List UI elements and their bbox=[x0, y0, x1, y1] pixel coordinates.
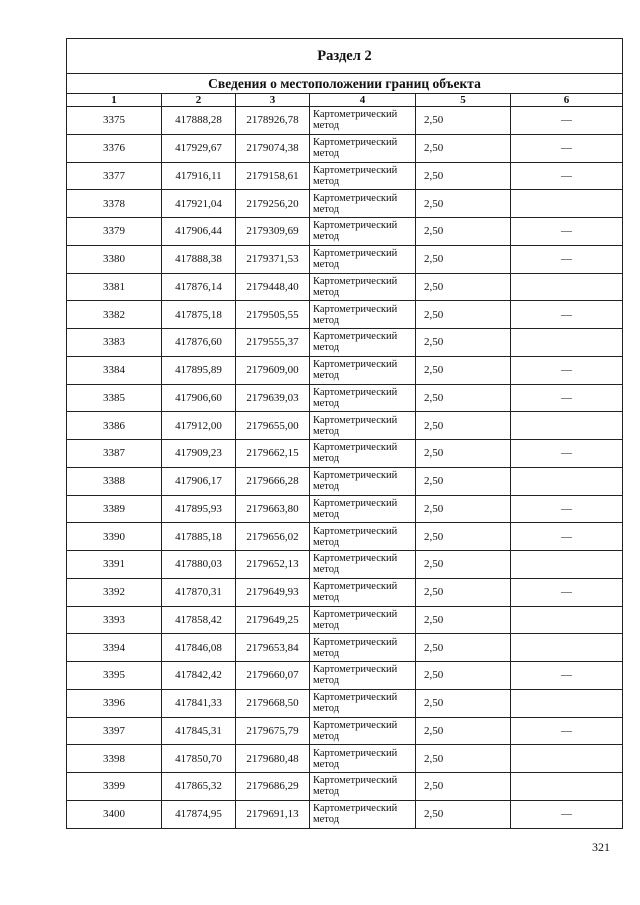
method-cell: Картометрический метод bbox=[310, 467, 416, 495]
description-cell: — bbox=[511, 717, 623, 745]
table-row bbox=[67, 634, 623, 662]
error-cell: 2,50 bbox=[416, 578, 511, 606]
table-row bbox=[67, 495, 623, 523]
x-coordinate-cell: 417865,32 bbox=[162, 773, 236, 801]
description-cell bbox=[511, 745, 623, 773]
method-cell: Картометрический метод bbox=[310, 745, 416, 773]
error-cell: 2,50 bbox=[416, 329, 511, 357]
point-number-cell: 3386 bbox=[67, 412, 162, 440]
x-coordinate-cell: 417870,31 bbox=[162, 578, 236, 606]
method-cell: Картометрический метод bbox=[310, 578, 416, 606]
y-coordinate-cell: 2179660,07 bbox=[236, 662, 310, 690]
x-coordinate-cell: 417916,11 bbox=[162, 162, 236, 190]
point-number-cell: 3375 bbox=[67, 107, 162, 135]
y-coordinate-cell: 2179609,00 bbox=[236, 356, 310, 384]
column-header: 2 bbox=[162, 94, 236, 107]
x-coordinate-cell: 417909,23 bbox=[162, 440, 236, 468]
method-cell: Картометрический метод bbox=[310, 523, 416, 551]
boundary-table bbox=[66, 38, 623, 829]
point-number-cell: 3391 bbox=[67, 551, 162, 579]
y-coordinate-cell: 2179074,38 bbox=[236, 134, 310, 162]
method-cell: Картометрический метод bbox=[310, 329, 416, 357]
description-cell: — bbox=[511, 662, 623, 690]
method-cell: Картометрический метод bbox=[310, 634, 416, 662]
description-cell: — bbox=[511, 162, 623, 190]
description-cell: — bbox=[511, 495, 623, 523]
method-cell: Картометрический метод bbox=[310, 440, 416, 468]
x-coordinate-cell: 417929,67 bbox=[162, 134, 236, 162]
table-row bbox=[67, 329, 623, 357]
error-cell: 2,50 bbox=[416, 440, 511, 468]
y-coordinate-cell: 2179653,84 bbox=[236, 634, 310, 662]
y-coordinate-cell: 2179663,80 bbox=[236, 495, 310, 523]
table-row bbox=[67, 551, 623, 579]
y-coordinate-cell: 2179505,55 bbox=[236, 301, 310, 329]
y-coordinate-cell: 2179371,53 bbox=[236, 245, 310, 273]
error-cell: 2,50 bbox=[416, 662, 511, 690]
point-number-cell: 3394 bbox=[67, 634, 162, 662]
point-number-cell: 3385 bbox=[67, 384, 162, 412]
method-cell: Картометрический метод bbox=[310, 218, 416, 246]
description-cell: — bbox=[511, 301, 623, 329]
x-coordinate-cell: 417906,44 bbox=[162, 218, 236, 246]
error-cell: 2,50 bbox=[416, 551, 511, 579]
method-cell: Картометрический метод bbox=[310, 800, 416, 828]
description-cell: — bbox=[511, 245, 623, 273]
column-header-row bbox=[67, 94, 623, 107]
point-number-cell: 3395 bbox=[67, 662, 162, 690]
subsection-title-row bbox=[67, 74, 623, 94]
error-cell: 2,50 bbox=[416, 773, 511, 801]
point-number-cell: 3388 bbox=[67, 467, 162, 495]
table-row bbox=[67, 773, 623, 801]
error-cell: 2,50 bbox=[416, 467, 511, 495]
table-row bbox=[67, 717, 623, 745]
method-cell: Картометрический метод bbox=[310, 384, 416, 412]
point-number-cell: 3383 bbox=[67, 329, 162, 357]
point-number-cell: 3387 bbox=[67, 440, 162, 468]
method-cell: Картометрический метод bbox=[310, 495, 416, 523]
y-coordinate-cell: 2179448,40 bbox=[236, 273, 310, 301]
y-coordinate-cell: 2179675,79 bbox=[236, 717, 310, 745]
document-page bbox=[66, 38, 622, 829]
point-number-cell: 3382 bbox=[67, 301, 162, 329]
method-cell: Картометрический метод bbox=[310, 107, 416, 135]
method-cell: Картометрический метод bbox=[310, 162, 416, 190]
description-cell bbox=[511, 329, 623, 357]
table-row bbox=[67, 384, 623, 412]
point-number-cell: 3378 bbox=[67, 190, 162, 218]
description-cell: — bbox=[511, 523, 623, 551]
error-cell: 2,50 bbox=[416, 495, 511, 523]
error-cell: 2,50 bbox=[416, 162, 511, 190]
x-coordinate-cell: 417876,60 bbox=[162, 329, 236, 357]
description-cell bbox=[511, 190, 623, 218]
y-coordinate-cell: 2179555,37 bbox=[236, 329, 310, 357]
method-cell: Картометрический метод bbox=[310, 273, 416, 301]
table-row bbox=[67, 412, 623, 440]
table-row bbox=[67, 689, 623, 717]
point-number-cell: 3379 bbox=[67, 218, 162, 246]
x-coordinate-cell: 417895,93 bbox=[162, 495, 236, 523]
description-cell: — bbox=[511, 578, 623, 606]
method-cell: Картометрический метод bbox=[310, 662, 416, 690]
column-header: 4 bbox=[310, 94, 416, 107]
table-row bbox=[67, 245, 623, 273]
description-cell bbox=[511, 689, 623, 717]
error-cell: 2,50 bbox=[416, 717, 511, 745]
column-header: 3 bbox=[236, 94, 310, 107]
error-cell: 2,50 bbox=[416, 356, 511, 384]
y-coordinate-cell: 2179639,03 bbox=[236, 384, 310, 412]
error-cell: 2,50 bbox=[416, 523, 511, 551]
method-cell: Картометрический метод bbox=[310, 356, 416, 384]
table-row bbox=[67, 356, 623, 384]
y-coordinate-cell: 2179686,29 bbox=[236, 773, 310, 801]
error-cell: 2,50 bbox=[416, 190, 511, 218]
description-cell: — bbox=[511, 134, 623, 162]
subsection-title: Сведения о местоположении границ объекта bbox=[67, 74, 623, 94]
y-coordinate-cell: 2179655,00 bbox=[236, 412, 310, 440]
x-coordinate-cell: 417888,28 bbox=[162, 107, 236, 135]
error-cell: 2,50 bbox=[416, 273, 511, 301]
method-cell: Картометрический метод bbox=[310, 551, 416, 579]
point-number-cell: 3392 bbox=[67, 578, 162, 606]
point-number-cell: 3377 bbox=[67, 162, 162, 190]
error-cell: 2,50 bbox=[416, 412, 511, 440]
description-cell: — bbox=[511, 218, 623, 246]
description-cell: — bbox=[511, 384, 623, 412]
table-row bbox=[67, 162, 623, 190]
table-row bbox=[67, 107, 623, 135]
column-header: 6 bbox=[511, 94, 623, 107]
y-coordinate-cell: 2179691,13 bbox=[236, 800, 310, 828]
table-row bbox=[67, 190, 623, 218]
y-coordinate-cell: 2179649,25 bbox=[236, 606, 310, 634]
description-cell bbox=[511, 273, 623, 301]
x-coordinate-cell: 417921,04 bbox=[162, 190, 236, 218]
page-number: 321 bbox=[592, 840, 610, 854]
description-cell bbox=[511, 634, 623, 662]
x-coordinate-cell: 417850,70 bbox=[162, 745, 236, 773]
point-number-cell: 3398 bbox=[67, 745, 162, 773]
method-cell: Картометрический метод bbox=[310, 773, 416, 801]
y-coordinate-cell: 2178926,78 bbox=[236, 107, 310, 135]
description-cell: — bbox=[511, 440, 623, 468]
point-number-cell: 3389 bbox=[67, 495, 162, 523]
column-header: 1 bbox=[67, 94, 162, 107]
table-row bbox=[67, 134, 623, 162]
y-coordinate-cell: 2179158,61 bbox=[236, 162, 310, 190]
x-coordinate-cell: 417880,03 bbox=[162, 551, 236, 579]
table-row bbox=[67, 218, 623, 246]
point-number-cell: 3396 bbox=[67, 689, 162, 717]
error-cell: 2,50 bbox=[416, 689, 511, 717]
y-coordinate-cell: 2179656,02 bbox=[236, 523, 310, 551]
x-coordinate-cell: 417906,60 bbox=[162, 384, 236, 412]
description-cell: — bbox=[511, 107, 623, 135]
x-coordinate-cell: 417874,95 bbox=[162, 800, 236, 828]
error-cell: 2,50 bbox=[416, 800, 511, 828]
point-number-cell: 3381 bbox=[67, 273, 162, 301]
x-coordinate-cell: 417875,18 bbox=[162, 301, 236, 329]
x-coordinate-cell: 417888,38 bbox=[162, 245, 236, 273]
description-cell: — bbox=[511, 356, 623, 384]
error-cell: 2,50 bbox=[416, 134, 511, 162]
method-cell: Картометрический метод bbox=[310, 301, 416, 329]
table-row bbox=[67, 467, 623, 495]
method-cell: Картометрический метод bbox=[310, 412, 416, 440]
table-row bbox=[67, 523, 623, 551]
x-coordinate-cell: 417876,14 bbox=[162, 273, 236, 301]
description-cell bbox=[511, 773, 623, 801]
method-cell: Картометрический метод bbox=[310, 245, 416, 273]
table-row bbox=[67, 606, 623, 634]
point-number-cell: 3400 bbox=[67, 800, 162, 828]
table-row bbox=[67, 662, 623, 690]
point-number-cell: 3384 bbox=[67, 356, 162, 384]
y-coordinate-cell: 2179666,28 bbox=[236, 467, 310, 495]
x-coordinate-cell: 417841,33 bbox=[162, 689, 236, 717]
point-number-cell: 3376 bbox=[67, 134, 162, 162]
y-coordinate-cell: 2179668,50 bbox=[236, 689, 310, 717]
table-row bbox=[67, 800, 623, 828]
point-number-cell: 3380 bbox=[67, 245, 162, 273]
description-cell bbox=[511, 551, 623, 579]
section-title: Раздел 2 bbox=[67, 39, 623, 74]
method-cell: Картометрический метод bbox=[310, 689, 416, 717]
x-coordinate-cell: 417858,42 bbox=[162, 606, 236, 634]
x-coordinate-cell: 417912,00 bbox=[162, 412, 236, 440]
description-cell: — bbox=[511, 800, 623, 828]
error-cell: 2,50 bbox=[416, 218, 511, 246]
description-cell bbox=[511, 412, 623, 440]
table-row bbox=[67, 745, 623, 773]
method-cell: Картометрический метод bbox=[310, 606, 416, 634]
table-row bbox=[67, 301, 623, 329]
error-cell: 2,50 bbox=[416, 245, 511, 273]
method-cell: Картометрический метод bbox=[310, 717, 416, 745]
point-number-cell: 3397 bbox=[67, 717, 162, 745]
x-coordinate-cell: 417845,31 bbox=[162, 717, 236, 745]
x-coordinate-cell: 417842,42 bbox=[162, 662, 236, 690]
y-coordinate-cell: 2179256,20 bbox=[236, 190, 310, 218]
y-coordinate-cell: 2179662,15 bbox=[236, 440, 310, 468]
table-row bbox=[67, 578, 623, 606]
method-cell: Картометрический метод bbox=[310, 134, 416, 162]
error-cell: 2,50 bbox=[416, 107, 511, 135]
error-cell: 2,50 bbox=[416, 606, 511, 634]
error-cell: 2,50 bbox=[416, 745, 511, 773]
table-row bbox=[67, 440, 623, 468]
description-cell bbox=[511, 606, 623, 634]
x-coordinate-cell: 417895,89 bbox=[162, 356, 236, 384]
y-coordinate-cell: 2179309,69 bbox=[236, 218, 310, 246]
error-cell: 2,50 bbox=[416, 384, 511, 412]
error-cell: 2,50 bbox=[416, 634, 511, 662]
point-number-cell: 3399 bbox=[67, 773, 162, 801]
method-cell: Картометрический метод bbox=[310, 190, 416, 218]
point-number-cell: 3393 bbox=[67, 606, 162, 634]
y-coordinate-cell: 2179680,48 bbox=[236, 745, 310, 773]
description-cell bbox=[511, 467, 623, 495]
column-header: 5 bbox=[416, 94, 511, 107]
error-cell: 2,50 bbox=[416, 301, 511, 329]
x-coordinate-cell: 417906,17 bbox=[162, 467, 236, 495]
y-coordinate-cell: 2179652,13 bbox=[236, 551, 310, 579]
section-title-row bbox=[67, 39, 623, 74]
x-coordinate-cell: 417885,18 bbox=[162, 523, 236, 551]
y-coordinate-cell: 2179649,93 bbox=[236, 578, 310, 606]
point-number-cell: 3390 bbox=[67, 523, 162, 551]
x-coordinate-cell: 417846,08 bbox=[162, 634, 236, 662]
table-row bbox=[67, 273, 623, 301]
